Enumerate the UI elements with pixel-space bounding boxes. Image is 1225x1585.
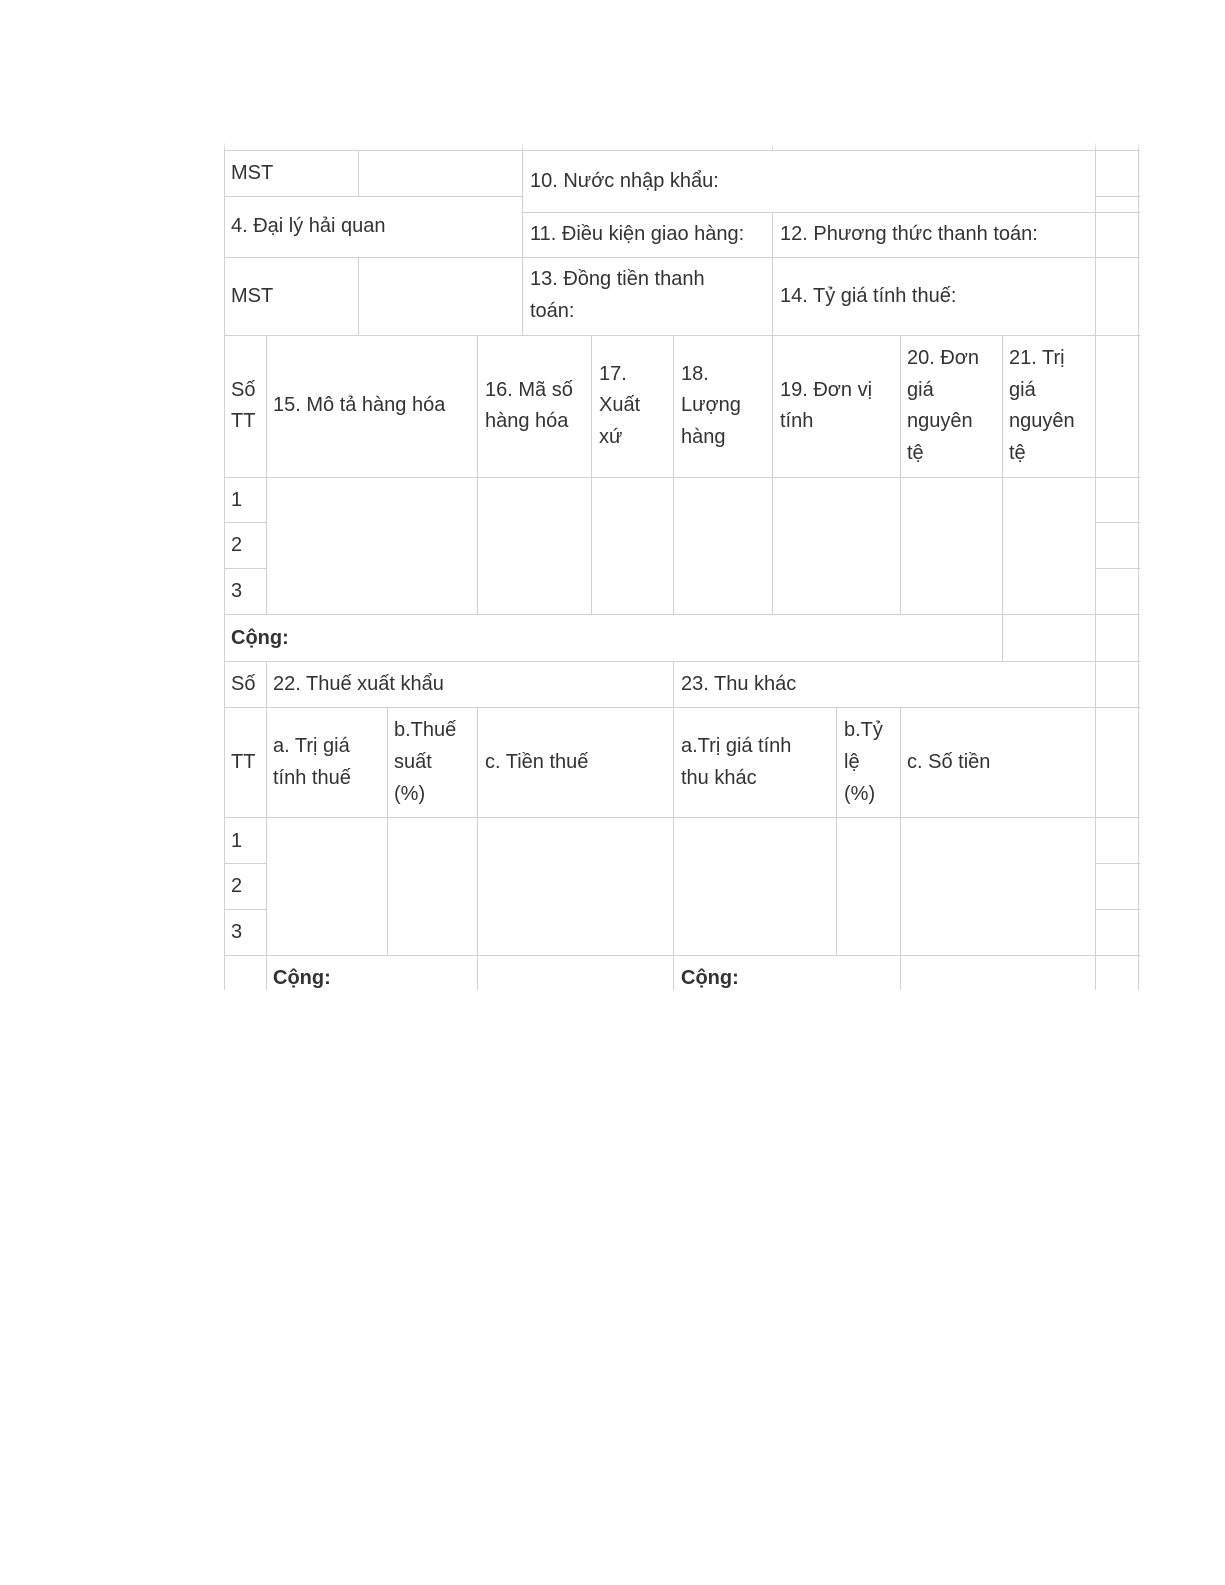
grid-line — [1095, 863, 1140, 864]
grid-line — [358, 150, 359, 196]
value-header-line-2: giá — [1009, 379, 1036, 401]
grid-line — [673, 661, 674, 990]
grid-line — [900, 707, 901, 990]
currency-label-line-2: toán: — [530, 300, 575, 322]
tax-amount-header: c. Tiền thuế — [485, 751, 589, 773]
grid-line — [477, 335, 478, 615]
goods-total-label: Cộng: — [231, 627, 289, 649]
grid-line — [1095, 522, 1140, 523]
tax-row-number: 1 — [231, 830, 243, 852]
quantity-header-line-2: Lượng — [681, 394, 741, 416]
grid-line — [224, 196, 522, 197]
grid-line — [224, 142, 225, 990]
other-value-header-line-1: a.Trị giá tính — [681, 735, 792, 757]
unit-price-header-line-2: giá — [907, 379, 934, 401]
grid-line — [266, 661, 267, 956]
tax-so-label: Số — [231, 673, 256, 695]
grid-line — [1002, 335, 1003, 662]
payment-method-label: 12. Phương thức thanh toán: — [780, 223, 1038, 245]
stt-header-line-2: TT — [231, 410, 256, 432]
export-tax-header: 22. Thuế xuất khẩu — [273, 673, 444, 695]
goods-row-number: 1 — [231, 489, 243, 511]
customs-agent-label: 4. Đại lý hải quan — [231, 215, 386, 237]
tax-row-number: 2 — [231, 875, 243, 897]
grid-line — [224, 863, 266, 864]
grid-line — [224, 817, 1140, 818]
grid-line — [224, 909, 266, 910]
grid-line — [1095, 568, 1140, 569]
grid-line — [387, 707, 388, 956]
value-header-line-4: tệ — [1009, 442, 1026, 464]
unit-header-line-1: 19. Đơn vị — [780, 379, 873, 401]
origin-header-line-2: Xuất — [599, 394, 641, 416]
description-header: 15. Mô tả hàng hóa — [273, 394, 446, 416]
grid-line — [224, 568, 266, 569]
hs-code-header-line-2: hàng hóa — [485, 410, 569, 432]
grid-line — [836, 707, 837, 956]
tax-row-number: 3 — [231, 921, 243, 943]
other-rate-header-line-1: b.Tỷ — [844, 719, 883, 741]
other-value-header-line-2: thu khác — [681, 767, 757, 789]
grid-line — [522, 142, 523, 335]
grid-line — [522, 212, 1140, 213]
export-tax-total-label: Cộng: — [273, 967, 331, 989]
other-fees-total-label: Cộng: — [681, 967, 739, 989]
other-fees-header: 23. Thu khác — [681, 673, 797, 695]
unit-price-header-line-1: 20. Đơn — [907, 347, 980, 369]
import-country-label: 10. Nước nhập khẩu: — [530, 170, 719, 192]
grid-line — [358, 257, 359, 335]
grid-line — [1095, 142, 1096, 990]
quantity-header-line-3: hàng — [681, 426, 726, 448]
other-rate-header-line-2: lệ — [844, 751, 860, 773]
hs-code-header-line-1: 16. Mã số — [485, 379, 573, 401]
grid-line — [266, 955, 267, 990]
unit-header-line-2: tính — [780, 410, 814, 432]
currency-label-line-1: 13. Đồng tiền thanh — [530, 268, 705, 290]
tax-rate-header-line-1: b.Thuế — [394, 719, 457, 741]
mst-label-exporter: MST — [231, 162, 274, 184]
grid-line — [224, 150, 1140, 151]
grid-line — [900, 335, 901, 615]
grid-line — [673, 335, 674, 615]
tax-rate-header-line-3: (%) — [394, 783, 426, 805]
grid-line — [477, 707, 478, 990]
tax-tt-label: TT — [231, 751, 256, 773]
taxable-value-header-line-2: tính thuế — [273, 767, 351, 789]
value-header-line-3: nguyên — [1009, 410, 1075, 432]
origin-header-line-1: 17. — [599, 363, 627, 385]
grid-line — [224, 955, 1140, 956]
mst-label-agent: MST — [231, 285, 274, 307]
grid-line — [266, 335, 267, 615]
grid-line — [224, 257, 1140, 258]
grid-line — [1095, 909, 1140, 910]
top-edge-fade — [224, 142, 1140, 150]
value-header-line-1: 21. Trị — [1009, 347, 1065, 369]
stt-header-line-1: Số — [231, 379, 256, 401]
taxable-value-header-line-1: a. Trị giá — [273, 735, 350, 757]
grid-line — [772, 335, 773, 615]
unit-price-header-line-3: nguyên — [907, 410, 973, 432]
tax-rate-header-line-2: suất — [394, 751, 432, 773]
origin-header-line-3: xứ — [599, 426, 623, 448]
goods-row-number: 3 — [231, 580, 243, 602]
quantity-header-line-1: 18. — [681, 363, 709, 385]
exchange-rate-label: 14. Tỷ giá tính thuế: — [780, 285, 957, 307]
grid-line — [224, 522, 266, 523]
grid-line — [772, 212, 773, 335]
grid-line — [1095, 196, 1140, 197]
delivery-terms-label: 11. Điều kiện giao hàng: — [530, 223, 745, 245]
grid-line — [591, 335, 592, 615]
grid-line — [1138, 142, 1139, 990]
other-rate-header-line-3: (%) — [844, 783, 876, 805]
grid-line — [224, 707, 1140, 708]
unit-price-header-line-4: tệ — [907, 442, 924, 464]
other-amount-header: c. Số tiền — [907, 751, 991, 773]
goods-row-number: 2 — [231, 534, 243, 556]
